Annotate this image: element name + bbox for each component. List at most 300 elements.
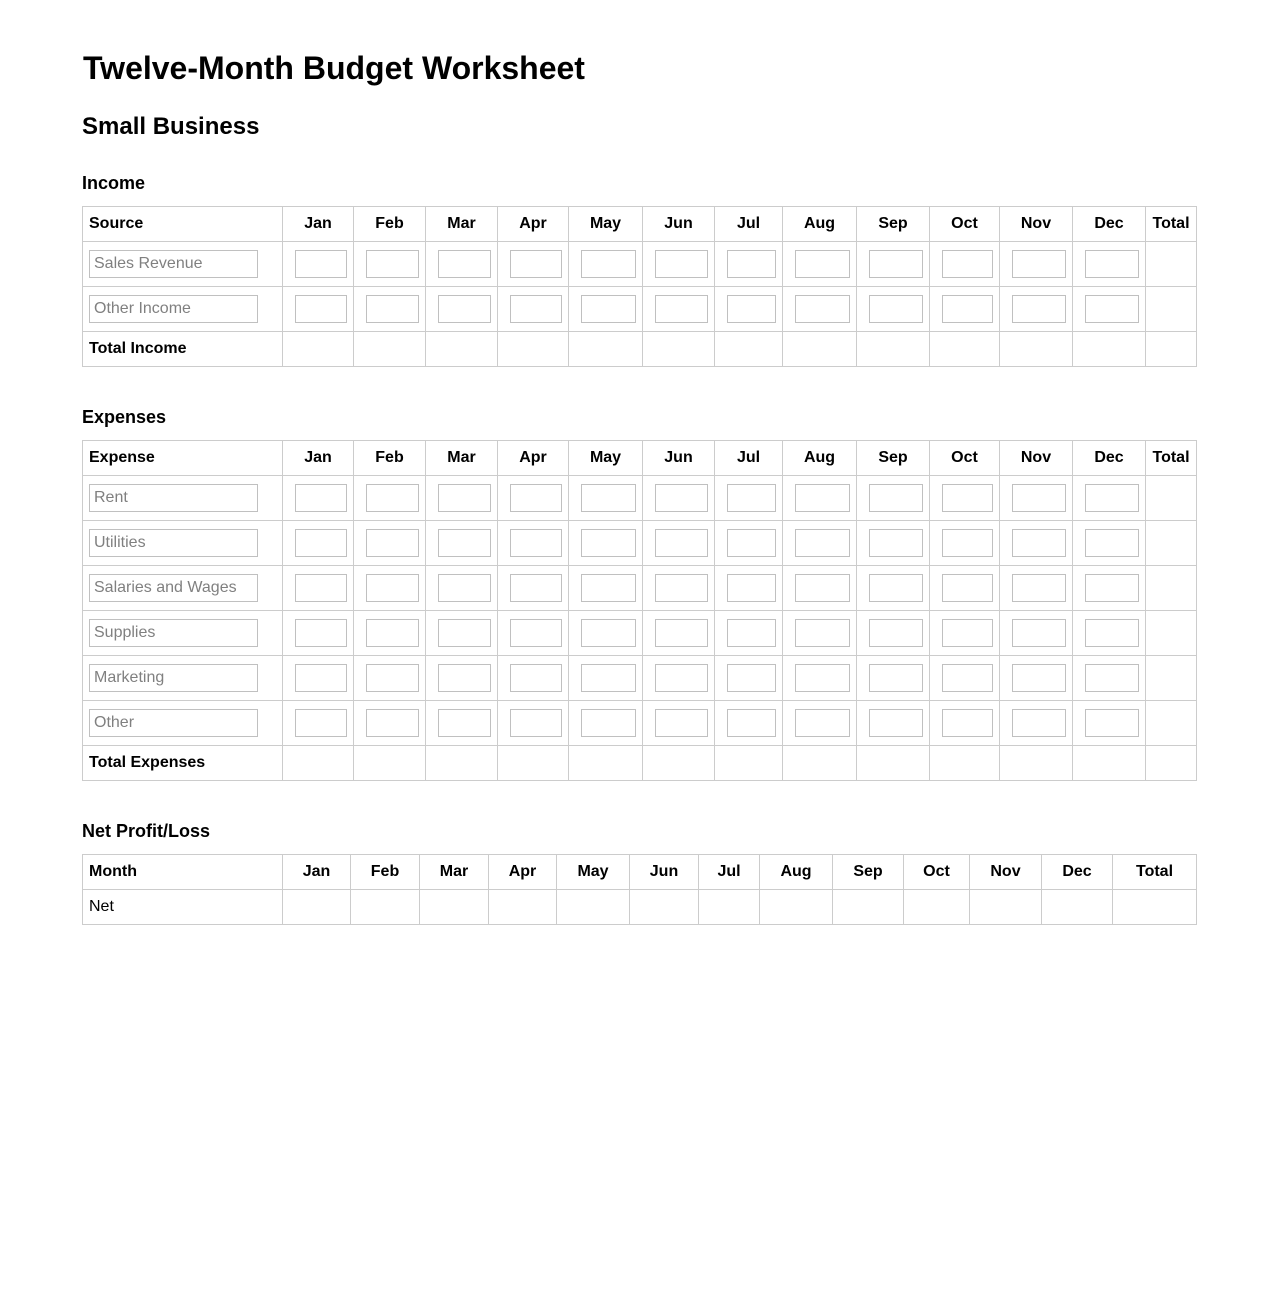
- expenses-cell-jul: [715, 701, 783, 746]
- rent-mar-input[interactable]: [438, 484, 491, 512]
- rent-jun-input[interactable]: [655, 484, 708, 512]
- sales-revenue-jul-input[interactable]: [727, 250, 776, 278]
- utilities-feb-input[interactable]: [366, 529, 419, 557]
- other-sep-input[interactable]: [869, 709, 923, 737]
- rent-sep-input[interactable]: [869, 484, 923, 512]
- col-jun: Jun: [630, 855, 699, 890]
- col-sep: Sep: [857, 441, 930, 476]
- expenses-row-utilities: [83, 521, 1197, 566]
- col-may: May: [569, 207, 643, 242]
- marketing-jun-input[interactable]: [655, 664, 708, 692]
- utilities-jan-input[interactable]: [295, 529, 347, 557]
- expenses-cell-sep: [857, 476, 930, 521]
- net-may: [557, 890, 630, 925]
- expenses-cell-oct: [930, 701, 1000, 746]
- expenses-row-supplies: [83, 611, 1197, 656]
- expenses-cell-jan: [283, 521, 354, 566]
- income-row-sales-revenue: [83, 242, 1197, 287]
- expenses-cell-sep: [857, 611, 930, 656]
- income-cell-jan: [283, 242, 354, 287]
- income-header-row: [83, 207, 1197, 242]
- net-nov: [970, 890, 1042, 925]
- net-aug: [760, 890, 833, 925]
- utilities-jun-input[interactable]: [655, 529, 708, 557]
- rent-aug-input[interactable]: [795, 484, 850, 512]
- expenses-cell-mar: [426, 476, 498, 521]
- rent-apr-input[interactable]: [510, 484, 562, 512]
- expenses-cell-feb: [354, 701, 426, 746]
- income-heading: Income: [82, 173, 146, 193]
- salaries-and-wages-feb-input[interactable]: [366, 574, 419, 602]
- salaries-and-wages-mar-input[interactable]: [438, 574, 491, 602]
- sales-revenue-may-input[interactable]: [581, 250, 636, 278]
- sales-revenue-mar-input[interactable]: [438, 250, 491, 278]
- other-mar-input[interactable]: [438, 709, 491, 737]
- marketing-jul-input[interactable]: [727, 664, 776, 692]
- income-total-jul: [715, 332, 783, 367]
- marketing-aug-input[interactable]: [795, 664, 850, 692]
- expenses-header-row: [83, 441, 1197, 476]
- col-sep: Sep: [857, 207, 930, 242]
- other-nov-input[interactable]: [1012, 709, 1066, 737]
- marketing-may-input[interactable]: [581, 664, 636, 692]
- expenses-table: [82, 440, 1197, 781]
- expenses-cell-oct: [930, 566, 1000, 611]
- expenses-cell-jul: [715, 656, 783, 701]
- expenses-total-label: Total Expenses: [83, 746, 283, 781]
- marketing-feb-input[interactable]: [366, 664, 419, 692]
- supplies-sep-input[interactable]: [869, 619, 923, 647]
- income-total-jan: [283, 332, 354, 367]
- expenses-cell-may: [569, 566, 643, 611]
- col-jul: Jul: [699, 855, 760, 890]
- col-apr: Apr: [498, 441, 569, 476]
- other-jun-input[interactable]: [655, 709, 708, 737]
- other-income-nov-input[interactable]: [1012, 295, 1066, 323]
- other-income-jun-input[interactable]: [655, 295, 708, 323]
- expenses-cell-mar: [426, 566, 498, 611]
- income-cell-nov: [1000, 242, 1073, 287]
- income-row-other-income: [83, 287, 1197, 332]
- expenses-cell-jul: [715, 521, 783, 566]
- supplies-apr-input[interactable]: [510, 619, 562, 647]
- expenses-cell-aug: [783, 656, 857, 701]
- col-aug: Aug: [783, 207, 857, 242]
- salaries-and-wages-may-input[interactable]: [581, 574, 636, 602]
- income-cell-oct: [930, 242, 1000, 287]
- expenses-total-may: [569, 746, 643, 781]
- expenses-cell-oct: [930, 521, 1000, 566]
- supplies-jan-input[interactable]: [295, 619, 347, 647]
- income-cell-jul: [715, 287, 783, 332]
- salaries-and-wages-apr-input[interactable]: [510, 574, 562, 602]
- expenses-cell-dec: [1073, 656, 1146, 701]
- expenses-cell-nov: [1000, 611, 1073, 656]
- sales-revenue-name-input[interactable]: [89, 250, 258, 278]
- utilities-jul-input[interactable]: [727, 529, 776, 557]
- utilities-dec-input[interactable]: [1085, 529, 1139, 557]
- col-aug: Aug: [783, 441, 857, 476]
- marketing-sep-input[interactable]: [869, 664, 923, 692]
- rent-total: [1146, 476, 1197, 521]
- sales-revenue-jun-input[interactable]: [655, 250, 708, 278]
- col-apr: Apr: [498, 207, 569, 242]
- net-sep: [833, 890, 904, 925]
- supplies-oct-input[interactable]: [942, 619, 993, 647]
- net-jan: [283, 890, 351, 925]
- other-income-apr-input[interactable]: [510, 295, 562, 323]
- expenses-label-cell: [83, 521, 283, 566]
- other-income-mar-input[interactable]: [438, 295, 491, 323]
- col-mar: Mar: [426, 207, 498, 242]
- expenses-total-aug: [783, 746, 857, 781]
- col-feb: Feb: [354, 207, 426, 242]
- income-cell-nov: [1000, 287, 1073, 332]
- col-nov: Nov: [1000, 207, 1073, 242]
- expenses-cell-jan: [283, 701, 354, 746]
- col-nov: Nov: [970, 855, 1042, 890]
- col-total: Total: [1146, 441, 1197, 476]
- expenses-cell-sep: [857, 521, 930, 566]
- expenses-cell-oct: [930, 476, 1000, 521]
- income-total-total: [1146, 332, 1197, 367]
- other-income-sep-input[interactable]: [869, 295, 923, 323]
- col-jan: Jan: [283, 207, 354, 242]
- expenses-cell-jan: [283, 566, 354, 611]
- expenses-cell-dec: [1073, 701, 1146, 746]
- expenses-cell-oct: [930, 611, 1000, 656]
- expenses-cell-jan: [283, 476, 354, 521]
- expenses-cell-sep: [857, 701, 930, 746]
- expenses-cell-apr: [498, 521, 569, 566]
- sales-revenue-aug-input[interactable]: [795, 250, 850, 278]
- rent-feb-input[interactable]: [366, 484, 419, 512]
- utilities-sep-input[interactable]: [869, 529, 923, 557]
- expenses-cell-sep: [857, 566, 930, 611]
- expenses-cell-feb: [354, 566, 426, 611]
- net-table: [82, 854, 1197, 925]
- income-cell-aug: [783, 287, 857, 332]
- col-jun: Jun: [643, 207, 715, 242]
- other-income-dec-input[interactable]: [1085, 295, 1139, 323]
- salaries-and-wages-jun-input[interactable]: [655, 574, 708, 602]
- other-may-input[interactable]: [581, 709, 636, 737]
- net-row-label: Net: [83, 890, 283, 925]
- other-oct-input[interactable]: [942, 709, 993, 737]
- expenses-cell-apr: [498, 611, 569, 656]
- sales-revenue-total: [1146, 242, 1197, 287]
- income-cell-dec: [1073, 287, 1146, 332]
- col-total: Total: [1146, 207, 1197, 242]
- income-table: [82, 206, 1197, 367]
- expenses-total-apr: [498, 746, 569, 781]
- salaries-and-wages-aug-input[interactable]: [795, 574, 850, 602]
- expenses-label-cell: [83, 611, 283, 656]
- utilities-name-input[interactable]: [89, 529, 258, 557]
- income-total-label: Total Income: [83, 332, 283, 367]
- net-jul: [699, 890, 760, 925]
- income-cell-oct: [930, 287, 1000, 332]
- expenses-cell-apr: [498, 656, 569, 701]
- col-dec: Dec: [1073, 441, 1146, 476]
- sales-revenue-apr-input[interactable]: [510, 250, 562, 278]
- income-total-mar: [426, 332, 498, 367]
- other-aug-input[interactable]: [795, 709, 850, 737]
- expenses-cell-jun: [643, 521, 715, 566]
- income-cell-aug: [783, 242, 857, 287]
- rent-dec-input[interactable]: [1085, 484, 1139, 512]
- col-mar: Mar: [426, 441, 498, 476]
- marketing-oct-input[interactable]: [942, 664, 993, 692]
- other-income-aug-input[interactable]: [795, 295, 850, 323]
- supplies-feb-input[interactable]: [366, 619, 419, 647]
- supplies-total: [1146, 611, 1197, 656]
- other-jan-input[interactable]: [295, 709, 347, 737]
- page-subtitle: Small Business: [82, 113, 260, 140]
- other-name-input[interactable]: [89, 709, 258, 737]
- expenses-cell-feb: [354, 611, 426, 656]
- income-cell-apr: [498, 287, 569, 332]
- expenses-total-jun: [643, 746, 715, 781]
- income-cell-jun: [643, 242, 715, 287]
- income-total-aug: [783, 332, 857, 367]
- expenses-cell-apr: [498, 566, 569, 611]
- salaries-and-wages-total: [1146, 566, 1197, 611]
- other-jul-input[interactable]: [727, 709, 776, 737]
- expenses-cell-aug: [783, 701, 857, 746]
- expenses-row-salaries-and-wages: [83, 566, 1197, 611]
- expenses-total-nov: [1000, 746, 1073, 781]
- sales-revenue-jan-input[interactable]: [295, 250, 347, 278]
- col-apr: Apr: [489, 855, 557, 890]
- income-cell-sep: [857, 242, 930, 287]
- col-dec: Dec: [1073, 207, 1146, 242]
- salaries-and-wages-nov-input[interactable]: [1012, 574, 1066, 602]
- utilities-nov-input[interactable]: [1012, 529, 1066, 557]
- col-oct: Oct: [904, 855, 970, 890]
- income-total-may: [569, 332, 643, 367]
- net-apr: [489, 890, 557, 925]
- expenses-cell-jul: [715, 476, 783, 521]
- other-apr-input[interactable]: [510, 709, 562, 737]
- expenses-cell-nov: [1000, 566, 1073, 611]
- marketing-mar-input[interactable]: [438, 664, 491, 692]
- expenses-label-cell: [83, 476, 283, 521]
- utilities-apr-input[interactable]: [510, 529, 562, 557]
- income-total-oct: [930, 332, 1000, 367]
- other-total: [1146, 701, 1197, 746]
- expenses-cell-mar: [426, 611, 498, 656]
- income-cell-feb: [354, 287, 426, 332]
- expenses-cell-dec: [1073, 476, 1146, 521]
- rent-nov-input[interactable]: [1012, 484, 1066, 512]
- col-total: Total: [1113, 855, 1197, 890]
- supplies-mar-input[interactable]: [438, 619, 491, 647]
- sales-revenue-nov-input[interactable]: [1012, 250, 1066, 278]
- utilities-oct-input[interactable]: [942, 529, 993, 557]
- salaries-and-wages-jul-input[interactable]: [727, 574, 776, 602]
- expenses-cell-aug: [783, 566, 857, 611]
- expenses-cell-oct: [930, 656, 1000, 701]
- other-income-total: [1146, 287, 1197, 332]
- expenses-cell-apr: [498, 701, 569, 746]
- col-oct: Oct: [930, 441, 1000, 476]
- supplies-aug-input[interactable]: [795, 619, 850, 647]
- income-total-jun: [643, 332, 715, 367]
- expenses-cell-jan: [283, 611, 354, 656]
- expenses-cell-jun: [643, 656, 715, 701]
- net-feb: [351, 890, 420, 925]
- net-col-month: Month: [83, 855, 283, 890]
- salaries-and-wages-sep-input[interactable]: [869, 574, 923, 602]
- utilities-total: [1146, 521, 1197, 566]
- income-cell-jan: [283, 287, 354, 332]
- expenses-label-cell: [83, 656, 283, 701]
- supplies-dec-input[interactable]: [1085, 619, 1139, 647]
- expenses-cell-aug: [783, 521, 857, 566]
- expenses-cell-jun: [643, 611, 715, 656]
- sales-revenue-oct-input[interactable]: [942, 250, 993, 278]
- other-income-name-input[interactable]: [89, 295, 258, 323]
- income-cell-sep: [857, 287, 930, 332]
- utilities-may-input[interactable]: [581, 529, 636, 557]
- expenses-cell-apr: [498, 476, 569, 521]
- other-income-jan-input[interactable]: [295, 295, 347, 323]
- expenses-cell-jun: [643, 476, 715, 521]
- expenses-cell-sep: [857, 656, 930, 701]
- rent-may-input[interactable]: [581, 484, 636, 512]
- expenses-total-row: [83, 746, 1197, 781]
- expenses-row-marketing: [83, 656, 1197, 701]
- sales-revenue-sep-input[interactable]: [869, 250, 923, 278]
- col-sep: Sep: [833, 855, 904, 890]
- col-jan: Jan: [283, 855, 351, 890]
- income-total-apr: [498, 332, 569, 367]
- expenses-cell-mar: [426, 701, 498, 746]
- expenses-total-sep: [857, 746, 930, 781]
- expenses-cell-may: [569, 656, 643, 701]
- expenses-row-rent: [83, 476, 1197, 521]
- supplies-jun-input[interactable]: [655, 619, 708, 647]
- expenses-cell-may: [569, 701, 643, 746]
- expenses-cell-aug: [783, 611, 857, 656]
- expenses-cell-feb: [354, 521, 426, 566]
- utilities-aug-input[interactable]: [795, 529, 850, 557]
- expenses-cell-jul: [715, 611, 783, 656]
- income-cell-jun: [643, 287, 715, 332]
- col-may: May: [557, 855, 630, 890]
- expenses-cell-dec: [1073, 566, 1146, 611]
- marketing-nov-input[interactable]: [1012, 664, 1066, 692]
- salaries-and-wages-dec-input[interactable]: [1085, 574, 1139, 602]
- col-jul: Jul: [715, 441, 783, 476]
- income-cell-apr: [498, 242, 569, 287]
- net-mar: [420, 890, 489, 925]
- income-total-row: [83, 332, 1197, 367]
- net-total: [1113, 890, 1197, 925]
- expenses-total-total: [1146, 746, 1197, 781]
- rent-name-input[interactable]: [89, 484, 258, 512]
- net-heading: Net Profit/Loss: [82, 821, 211, 841]
- expenses-cell-jun: [643, 566, 715, 611]
- net-oct: [904, 890, 970, 925]
- utilities-mar-input[interactable]: [438, 529, 491, 557]
- marketing-dec-input[interactable]: [1085, 664, 1139, 692]
- expenses-cell-may: [569, 611, 643, 656]
- expenses-cell-mar: [426, 521, 498, 566]
- salaries-and-wages-name-input[interactable]: [89, 574, 258, 602]
- expenses-cell-feb: [354, 656, 426, 701]
- sales-revenue-feb-input[interactable]: [366, 250, 419, 278]
- income-label-cell: [83, 287, 283, 332]
- col-nov: Nov: [1000, 441, 1073, 476]
- marketing-apr-input[interactable]: [510, 664, 562, 692]
- income-label-cell: [83, 242, 283, 287]
- income-cell-may: [569, 242, 643, 287]
- expenses-cell-may: [569, 521, 643, 566]
- rent-oct-input[interactable]: [942, 484, 993, 512]
- other-income-jul-input[interactable]: [727, 295, 776, 323]
- supplies-name-input[interactable]: [89, 619, 258, 647]
- expenses-cell-aug: [783, 476, 857, 521]
- expenses-col-expense: Expense: [83, 441, 283, 476]
- expenses-total-jan: [283, 746, 354, 781]
- income-cell-mar: [426, 287, 498, 332]
- marketing-name-input[interactable]: [89, 664, 258, 692]
- col-mar: Mar: [420, 855, 489, 890]
- net-header-row: [83, 855, 1197, 890]
- col-aug: Aug: [760, 855, 833, 890]
- expenses-cell-dec: [1073, 521, 1146, 566]
- expenses-total-dec: [1073, 746, 1146, 781]
- expenses-cell-nov: [1000, 701, 1073, 746]
- col-dec: Dec: [1042, 855, 1113, 890]
- salaries-and-wages-jan-input[interactable]: [295, 574, 347, 602]
- expenses-cell-mar: [426, 656, 498, 701]
- income-total-dec: [1073, 332, 1146, 367]
- income-cell-jul: [715, 242, 783, 287]
- income-col-source: Source: [83, 207, 283, 242]
- expenses-cell-nov: [1000, 476, 1073, 521]
- sales-revenue-dec-input[interactable]: [1085, 250, 1139, 278]
- expenses-total-feb: [354, 746, 426, 781]
- income-cell-feb: [354, 242, 426, 287]
- expenses-cell-nov: [1000, 521, 1073, 566]
- supplies-nov-input[interactable]: [1012, 619, 1066, 647]
- expenses-cell-dec: [1073, 611, 1146, 656]
- expenses-cell-may: [569, 476, 643, 521]
- other-income-may-input[interactable]: [581, 295, 636, 323]
- expenses-row-other: [83, 701, 1197, 746]
- col-feb: Feb: [351, 855, 420, 890]
- marketing-jan-input[interactable]: [295, 664, 347, 692]
- rent-jan-input[interactable]: [295, 484, 347, 512]
- other-feb-input[interactable]: [366, 709, 419, 737]
- rent-jul-input[interactable]: [727, 484, 776, 512]
- net-jun: [630, 890, 699, 925]
- supplies-may-input[interactable]: [581, 619, 636, 647]
- salaries-and-wages-oct-input[interactable]: [942, 574, 993, 602]
- supplies-jul-input[interactable]: [727, 619, 776, 647]
- expenses-total-jul: [715, 746, 783, 781]
- net-row: [83, 890, 1197, 925]
- expenses-total-oct: [930, 746, 1000, 781]
- expenses-cell-jun: [643, 701, 715, 746]
- col-jul: Jul: [715, 207, 783, 242]
- other-income-oct-input[interactable]: [942, 295, 993, 323]
- other-income-feb-input[interactable]: [366, 295, 419, 323]
- other-dec-input[interactable]: [1085, 709, 1139, 737]
